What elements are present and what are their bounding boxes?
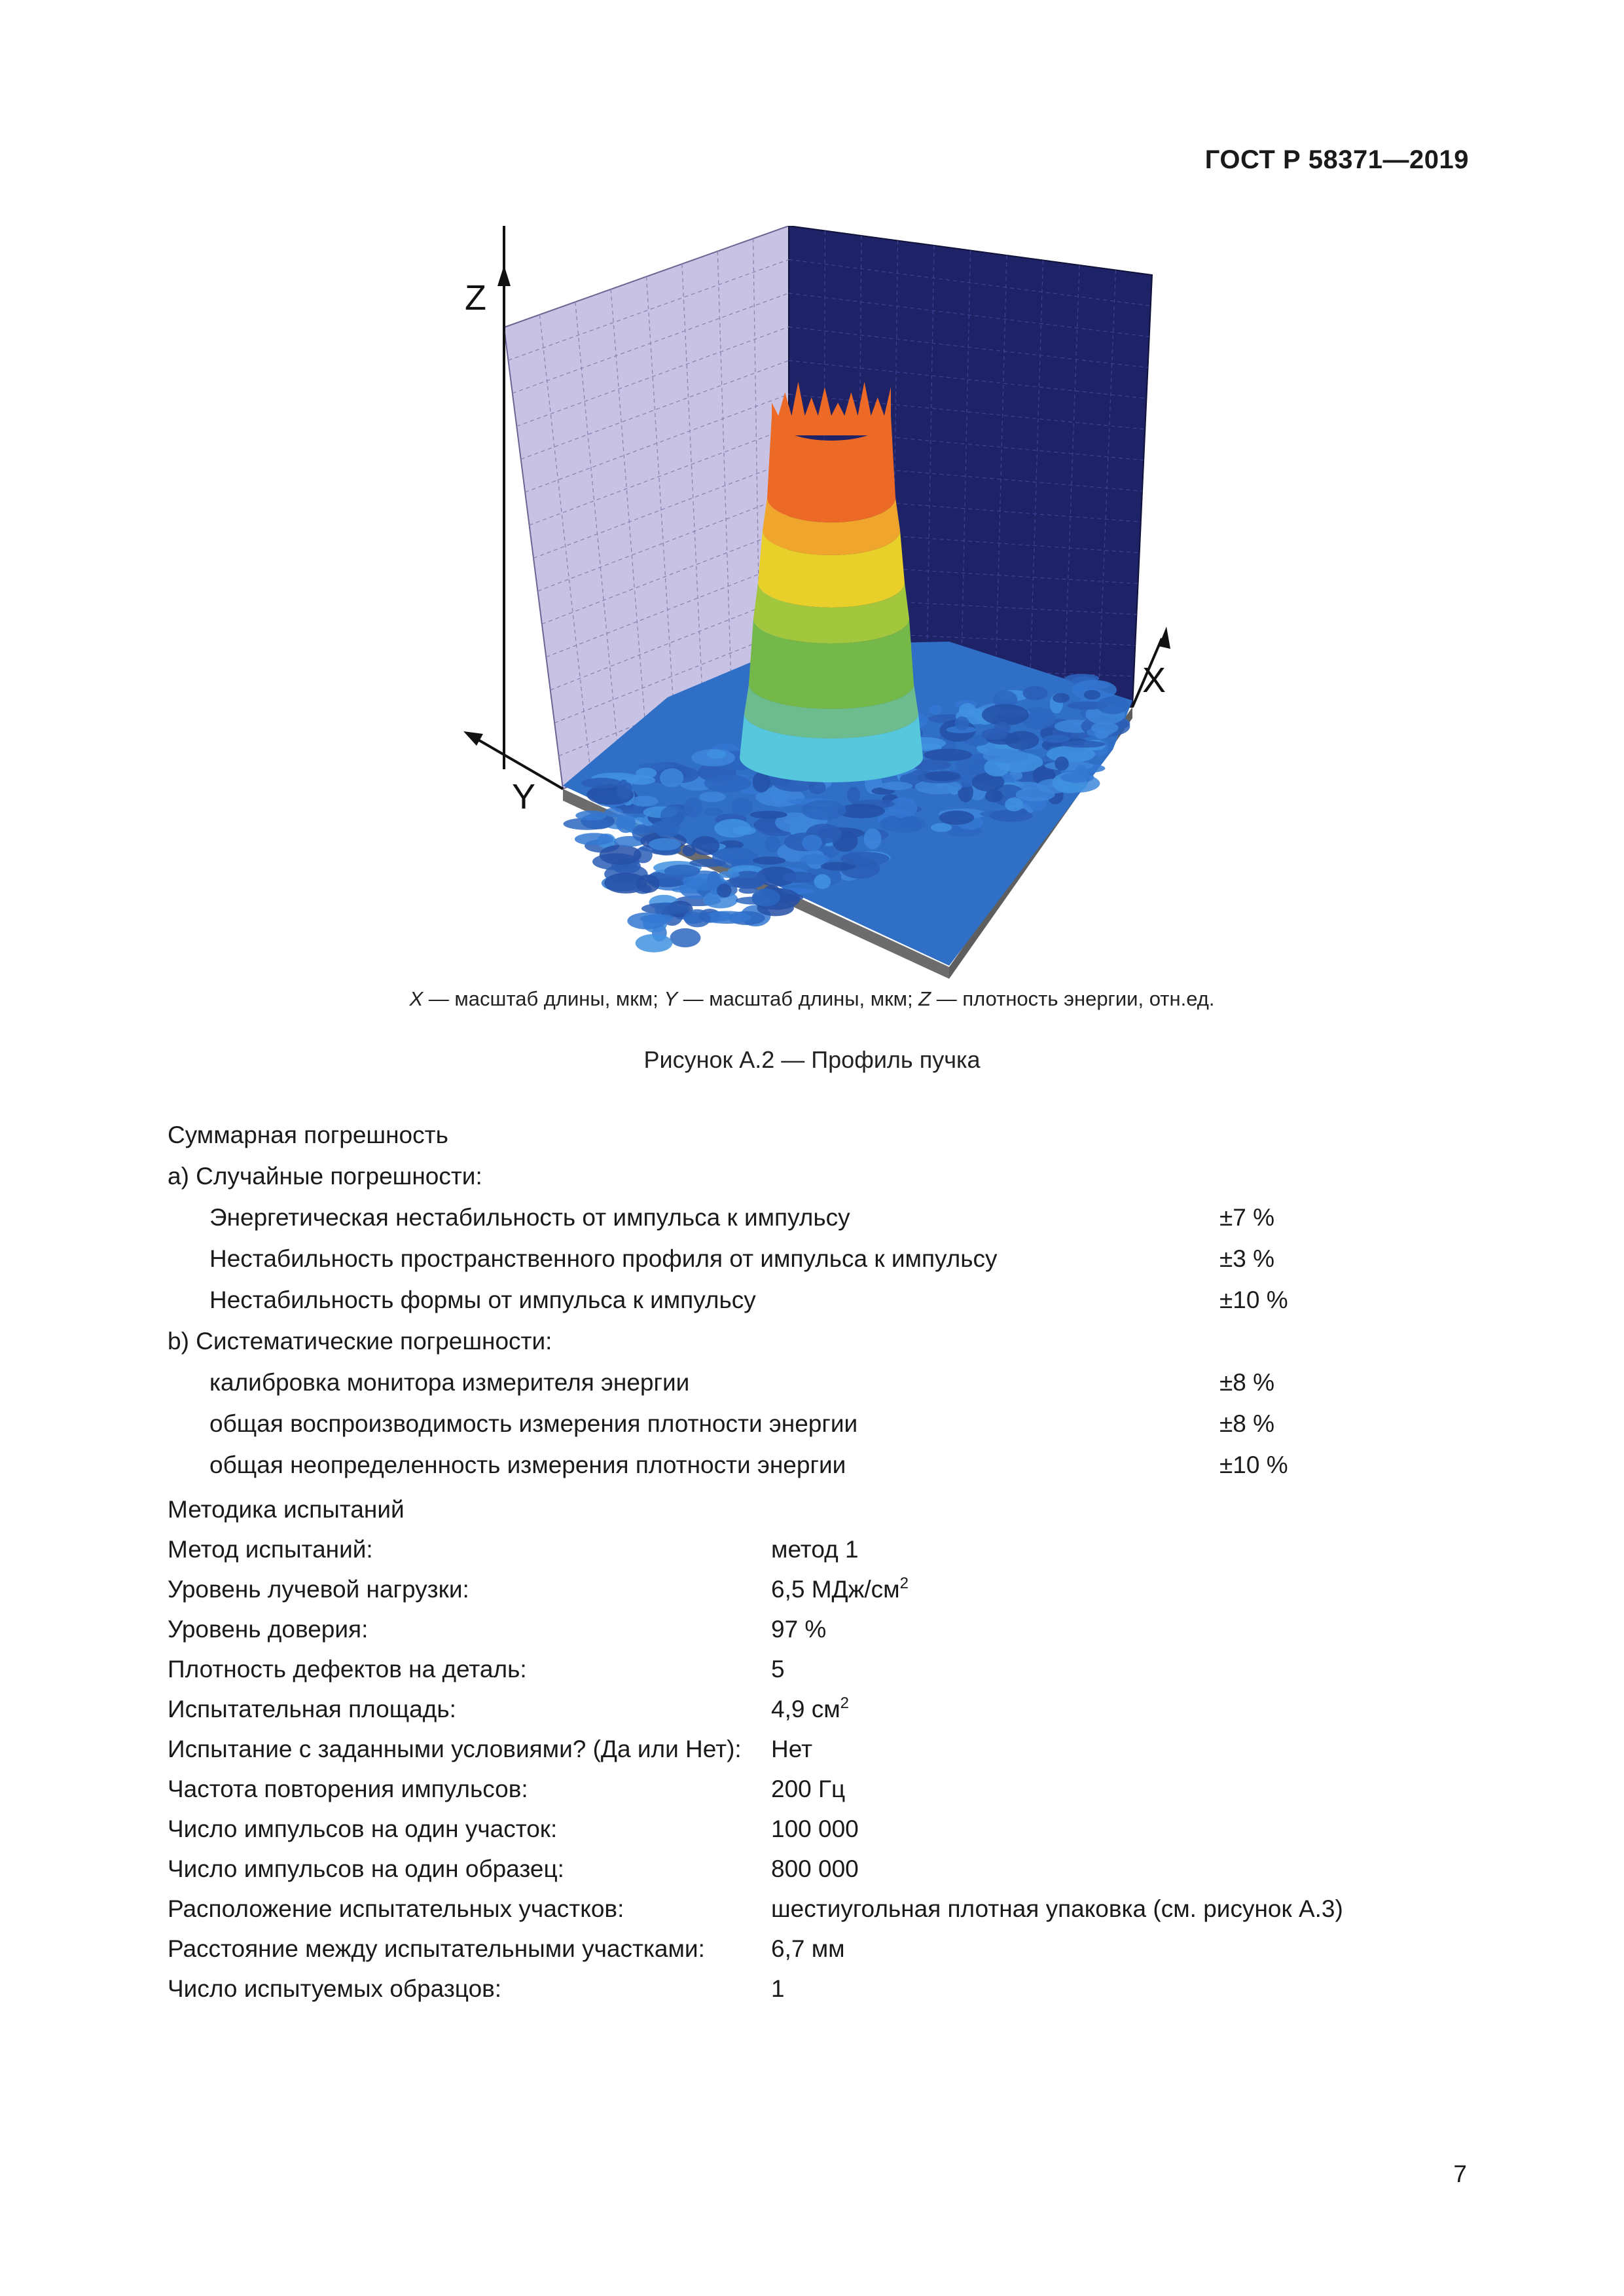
random-error-label: Нестабильность формы от импульса к импульсу xyxy=(209,1286,756,1313)
systematic-error-label: общая неопределенность измерения плотности энергии xyxy=(209,1451,846,1478)
method-value: 200 Гц xyxy=(771,1776,846,1802)
summary-heading: Суммарная погрешность xyxy=(168,1121,448,1148)
systematic-error-value: ±10 % xyxy=(1219,1451,1288,1478)
systematic-error-label: калибровка монитора измерителя энергии xyxy=(209,1369,690,1396)
method-value: 4,9 $см^2$ xyxy=(771,1694,850,1722)
figure-title: Рисунок А.2 — Профиль пучка xyxy=(643,1046,981,1073)
systematic-errors-heading: b) Систематические погрешности: xyxy=(168,1328,552,1355)
random-error-value: ±3 % xyxy=(1219,1245,1275,1272)
method-value: шестиугольная плотная упаковка (см. рисунок А.3) xyxy=(771,1895,1343,1922)
method-row xyxy=(168,1849,1477,1889)
method-label: Расположение испытательных участков: xyxy=(168,1895,624,1922)
x-key-text: — масштаб длины, мкм; xyxy=(423,987,664,1010)
random-error-row xyxy=(168,1279,1477,1321)
systematic-error-row xyxy=(168,1444,1477,1485)
beam-profile-figure xyxy=(452,226,1198,985)
standard-header: ГОСТ Р 58371—2019 xyxy=(1204,145,1469,174)
method-value: 6,5 МДж/$см^2$ xyxy=(771,1575,909,1603)
method-label: Число импульсов на один участок: xyxy=(168,1815,558,1842)
random-error-row xyxy=(168,1197,1477,1238)
y-axis-label: Y xyxy=(512,777,536,816)
method-row xyxy=(168,1929,1477,1969)
z-axis-arrow xyxy=(497,265,511,286)
method-row xyxy=(168,1769,1477,1809)
method-heading: Методика испытаний xyxy=(168,1496,405,1523)
method-label: Уровень доверия: xyxy=(168,1616,369,1643)
method-row xyxy=(168,1729,1477,1769)
method-label: Уровень лучевой нагрузки: xyxy=(168,1576,469,1603)
random-error-row xyxy=(168,1238,1477,1279)
method-value: 6,7 мм xyxy=(771,1935,845,1962)
method-value: 5 xyxy=(771,1656,785,1683)
systematic-error-row xyxy=(168,1403,1477,1444)
method-row xyxy=(168,1569,1477,1609)
method-row xyxy=(168,1529,1477,1569)
random-error-label: Энергетическая нестабильность от импульса к импульсу xyxy=(209,1204,850,1231)
y-key-var: Y xyxy=(664,987,678,1010)
method-row xyxy=(168,1649,1477,1689)
method-label: Число импульсов на один образец: xyxy=(168,1855,564,1882)
random-error-value: ±7 % xyxy=(1219,1204,1275,1231)
systematic-error-row xyxy=(168,1362,1477,1403)
method-label: Метод испытаний: xyxy=(168,1536,373,1563)
beam-profile-3d-plot xyxy=(452,226,1198,985)
x-axis-arrow xyxy=(1159,627,1170,649)
random-error-label: Нестабильность пространственного профиля от импульса к импульсу xyxy=(209,1245,998,1272)
method-value: 800 000 xyxy=(771,1855,859,1882)
y-key-text: — масштаб длины, мкм; xyxy=(677,987,919,1010)
method-label: Плотность дефектов на деталь: xyxy=(168,1656,527,1683)
systematic-error-value: ±8 % xyxy=(1219,1369,1275,1396)
method-row xyxy=(168,1889,1477,1929)
method-value: 100 000 xyxy=(771,1815,859,1842)
x-key-var: X xyxy=(409,987,424,1010)
random-error-value: ±10 % xyxy=(1219,1286,1288,1313)
method-label: Испытание с заданными условиями? (Да или Нет): xyxy=(168,1736,742,1762)
method-row xyxy=(168,1969,1477,2009)
page-number: 7 xyxy=(1453,2160,1467,2187)
systematic-error-label: общая воспроизводимость измерения плотности энергии xyxy=(209,1410,858,1437)
method-value: метод 1 xyxy=(771,1536,859,1563)
z-key-text: — плотность энергии, отн.ед. xyxy=(931,987,1215,1010)
random-errors-heading: a) Случайные погрешности: xyxy=(168,1163,482,1190)
method-value: 97 % xyxy=(771,1616,827,1643)
x-axis-label: X xyxy=(1142,661,1166,700)
method-row xyxy=(168,1609,1477,1649)
method-value: 1 xyxy=(771,1975,785,2002)
method-value: Нет xyxy=(771,1736,813,1762)
z-axis-label: Z xyxy=(465,278,486,318)
method-label: Испытательная площадь: xyxy=(168,1696,456,1722)
z-key-var: Z xyxy=(918,987,931,1010)
method-label: Частота повторения импульсов: xyxy=(168,1776,528,1802)
method-row xyxy=(168,1809,1477,1849)
figure-legend-keys xyxy=(0,987,1624,1011)
method-label: Число испытуемых образцов: xyxy=(168,1975,502,2002)
method-row xyxy=(168,1689,1477,1729)
method-label: Расстояние между испытательными участками: xyxy=(168,1935,705,1962)
document-body xyxy=(168,1114,1477,2009)
y-axis-arrow xyxy=(463,731,483,746)
systematic-error-value: ±8 % xyxy=(1219,1410,1275,1437)
